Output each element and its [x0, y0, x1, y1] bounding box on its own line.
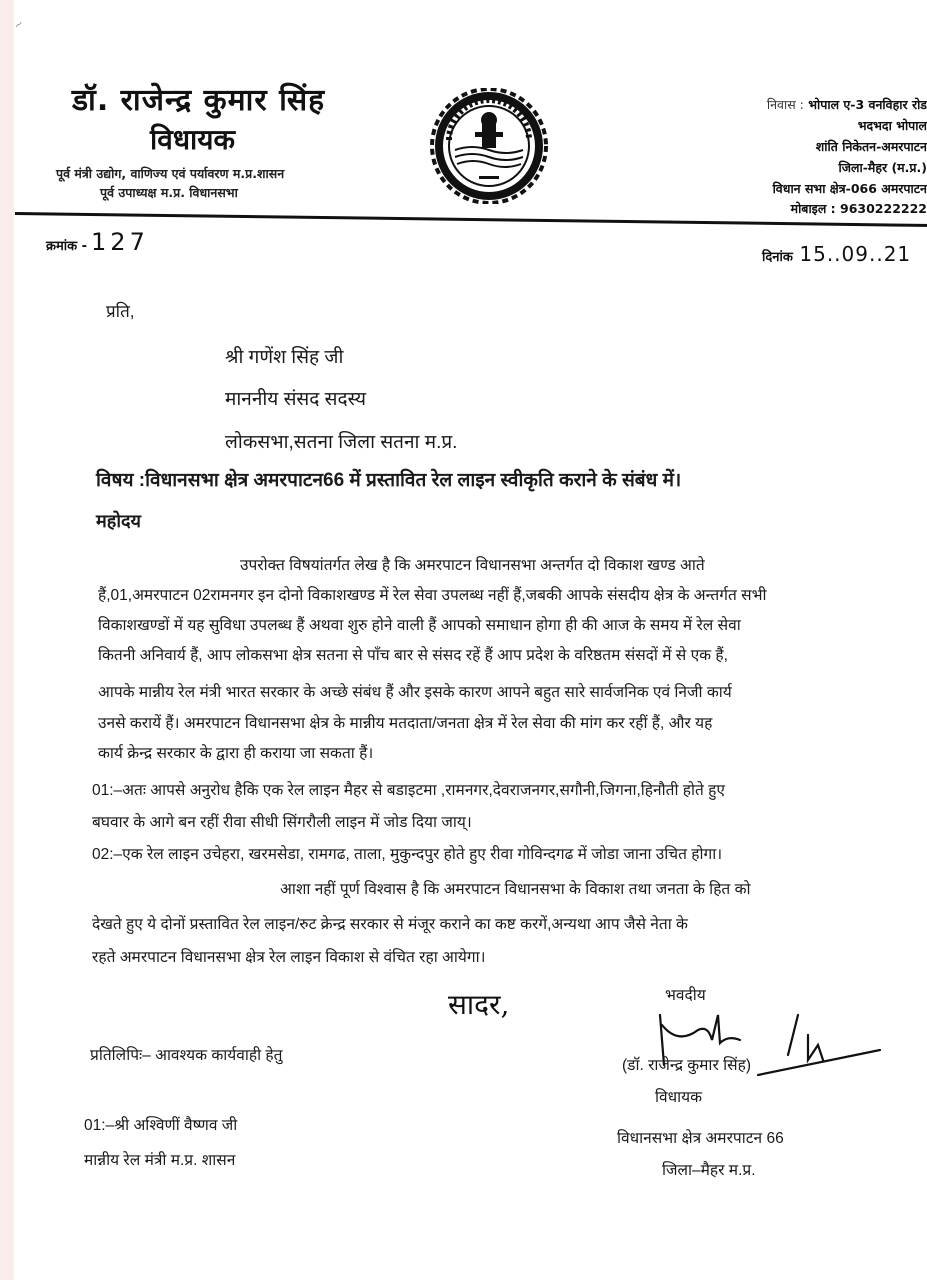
- recipient-address: लोकसभा,सतना जिला सतना म.प्र.: [225, 432, 458, 453]
- closing-line: रहते अमरपाटन विधानसभा क्षेत्र रेल लाइन विकाश से वंचित रहा आयेगा।: [92, 949, 486, 966]
- corner-mark: ~: [10, 16, 27, 33]
- signatory-district: जिला–मैहर म.प्र.: [662, 1162, 756, 1179]
- copy-to-line-1: 01:–श्री अश्विणीं वैष्णव जी: [84, 1117, 238, 1134]
- recipient-title: माननीय संसद सदस्य: [225, 389, 366, 410]
- vidhan-sabha-seal-icon: [428, 88, 550, 204]
- body-line: हैं,01,अमरपाटन 02रामनगर इन दोनो विकाशखण्ड में रेल सेवा उपलब्ध नहीं हैं,जबकी आपके संसदीय क्षेत्र के अन्तर्गत सभी: [98, 587, 767, 604]
- request-1-line-1: 01:–अतः आपसे अनुरोध हैकि एक रेल लाइन मैहर से बडाइटमा ,रामनगर,देवराजनगर,सगौनी,जिगना,हिनौती होते हुए: [92, 782, 725, 799]
- mobile-label: मोबाइल :: [790, 201, 836, 216]
- greeting: महोदय: [96, 511, 141, 531]
- mobile-line: [791, 200, 927, 217]
- date-value: 15..09..21: [799, 242, 912, 266]
- letterhead-designation: विधायक: [150, 123, 236, 156]
- closing-line: आशा नहीं पूर्ण विश्वास है कि अमरपाटन विधानसभा के विकाश तथा जनता के हित को: [280, 881, 751, 898]
- address-line-5: विधान सभा क्षेत्र-066 अमरपाटन: [772, 181, 927, 196]
- mobile-number: 9630222222: [840, 201, 927, 216]
- subject-line: विषय :विधानसभा क्षेत्र अमरपाटन66 में प्रस्तावित रेल लाइन स्वीकृति कराने के संबंध में।: [96, 470, 682, 491]
- signatory-name: (डॉ. राजेन्द्र कुमार सिंह): [622, 1057, 751, 1074]
- request-1-line-2: बघवार के आगे बन रहीं रीवा सीधी सिंगरौली लाइन में जोड दिया जाय्।: [92, 814, 472, 831]
- body-line: आपके मान्नीय रेल मंत्री भारत सरकार के अच्छे संबंध हैं और इसके कारण आपने बहुत सारे सार्वजनिक एवं निजी कार्य: [98, 684, 732, 701]
- body-line: उपरोक्त विषयांतर्गत लेख है कि अमरपाटन विधानसभा अन्तर्गत दो विकाश खण्ड आते: [240, 557, 705, 574]
- copy-to-line-2: मान्नीय रेल मंत्री म.प्र. शासन: [84, 1152, 236, 1169]
- letter-date: [762, 242, 911, 266]
- body-line: कितनी अनिवार्य हैं, आप लोकसभा क्षेत्र सतना से पाँच बार से संसद रहें हैं आप प्रदेश के वरिष्ठतम संसदों में से एक हैं,: [98, 647, 728, 664]
- closing-line: देखते हुए ये दोनों प्रस्तावित रेल लाइन/रुट क्रेन्द्र सरकार से मंजूर कराने का कष्ट करगें,अन्यथा आप जैसे नेता के: [92, 916, 688, 933]
- reference-number: [46, 228, 149, 256]
- address-text: भोपाल ए-3 वनविहार रोड: [808, 97, 927, 112]
- salutation-to: प्रति,: [106, 302, 135, 321]
- handwritten-regards: सादर,: [448, 988, 510, 1021]
- request-2-line-1: 02:–एक रेल लाइन उचेहरा, खरमसेडा, रामगढ, ताला, मुकुन्दपुर होते हुए रीवा गोविन्दगढ में जोडा जाना उचित होगा।: [92, 846, 723, 863]
- address-line-2: भदभदा भोपाल: [857, 118, 927, 133]
- former-post-2: पूर्व उपाध्यक्ष म.प्र. विधानसभा: [100, 185, 238, 200]
- reference-label: क्रमांक -: [46, 239, 88, 254]
- letterhead-name: डॉ. राजेन्द्र कुमार सिंह: [72, 83, 326, 118]
- address-label: निवास :: [766, 97, 804, 112]
- former-post-1: पूर्व मंत्री उद्योग, वाणिज्य एवं पर्यावरण म.प्र.शासन: [56, 166, 285, 181]
- recipient-name: श्री गणेंश सिंह जी: [225, 347, 344, 368]
- signatory-constituency: विधानसभा क्षेत्र अमरपाटन 66: [617, 1130, 784, 1147]
- copy-to-label: प्रतिलिपिः– आवश्यक कार्यवाही हेतु: [90, 1047, 283, 1064]
- address-line-1: [767, 96, 927, 113]
- address-line-3: शांति निकेतन-अमरपाटन: [815, 139, 927, 154]
- yours-faithfully: भवदीय: [665, 987, 706, 1004]
- reference-value: 127: [91, 228, 149, 256]
- body-line: उनसे करायें हैं। अमरपाटन विधानसभा क्षेत्र के मान्नीय मतदाता/जनता क्षेत्र में रेल सेवा की मांग कर रहीं हैं, और यह: [98, 715, 713, 732]
- body-line: विकाशखण्डों में यह सुविधा उपलब्ध हैं अथवा शुरु होने वाली हैं आपको समाधान होगा ही की आज के समय में रेल सेवा: [98, 617, 741, 634]
- page-edge-strip: [0, 0, 14, 1280]
- address-line-4: जिला-मैहर (म.प्र.): [838, 160, 927, 175]
- date-label: दिनांक: [762, 250, 793, 265]
- signatory-designation: विधायक: [655, 1089, 703, 1106]
- body-line: कार्य क्रेन्द्र सरकार के द्वारा ही कराया जा सकता हैं।: [98, 745, 374, 762]
